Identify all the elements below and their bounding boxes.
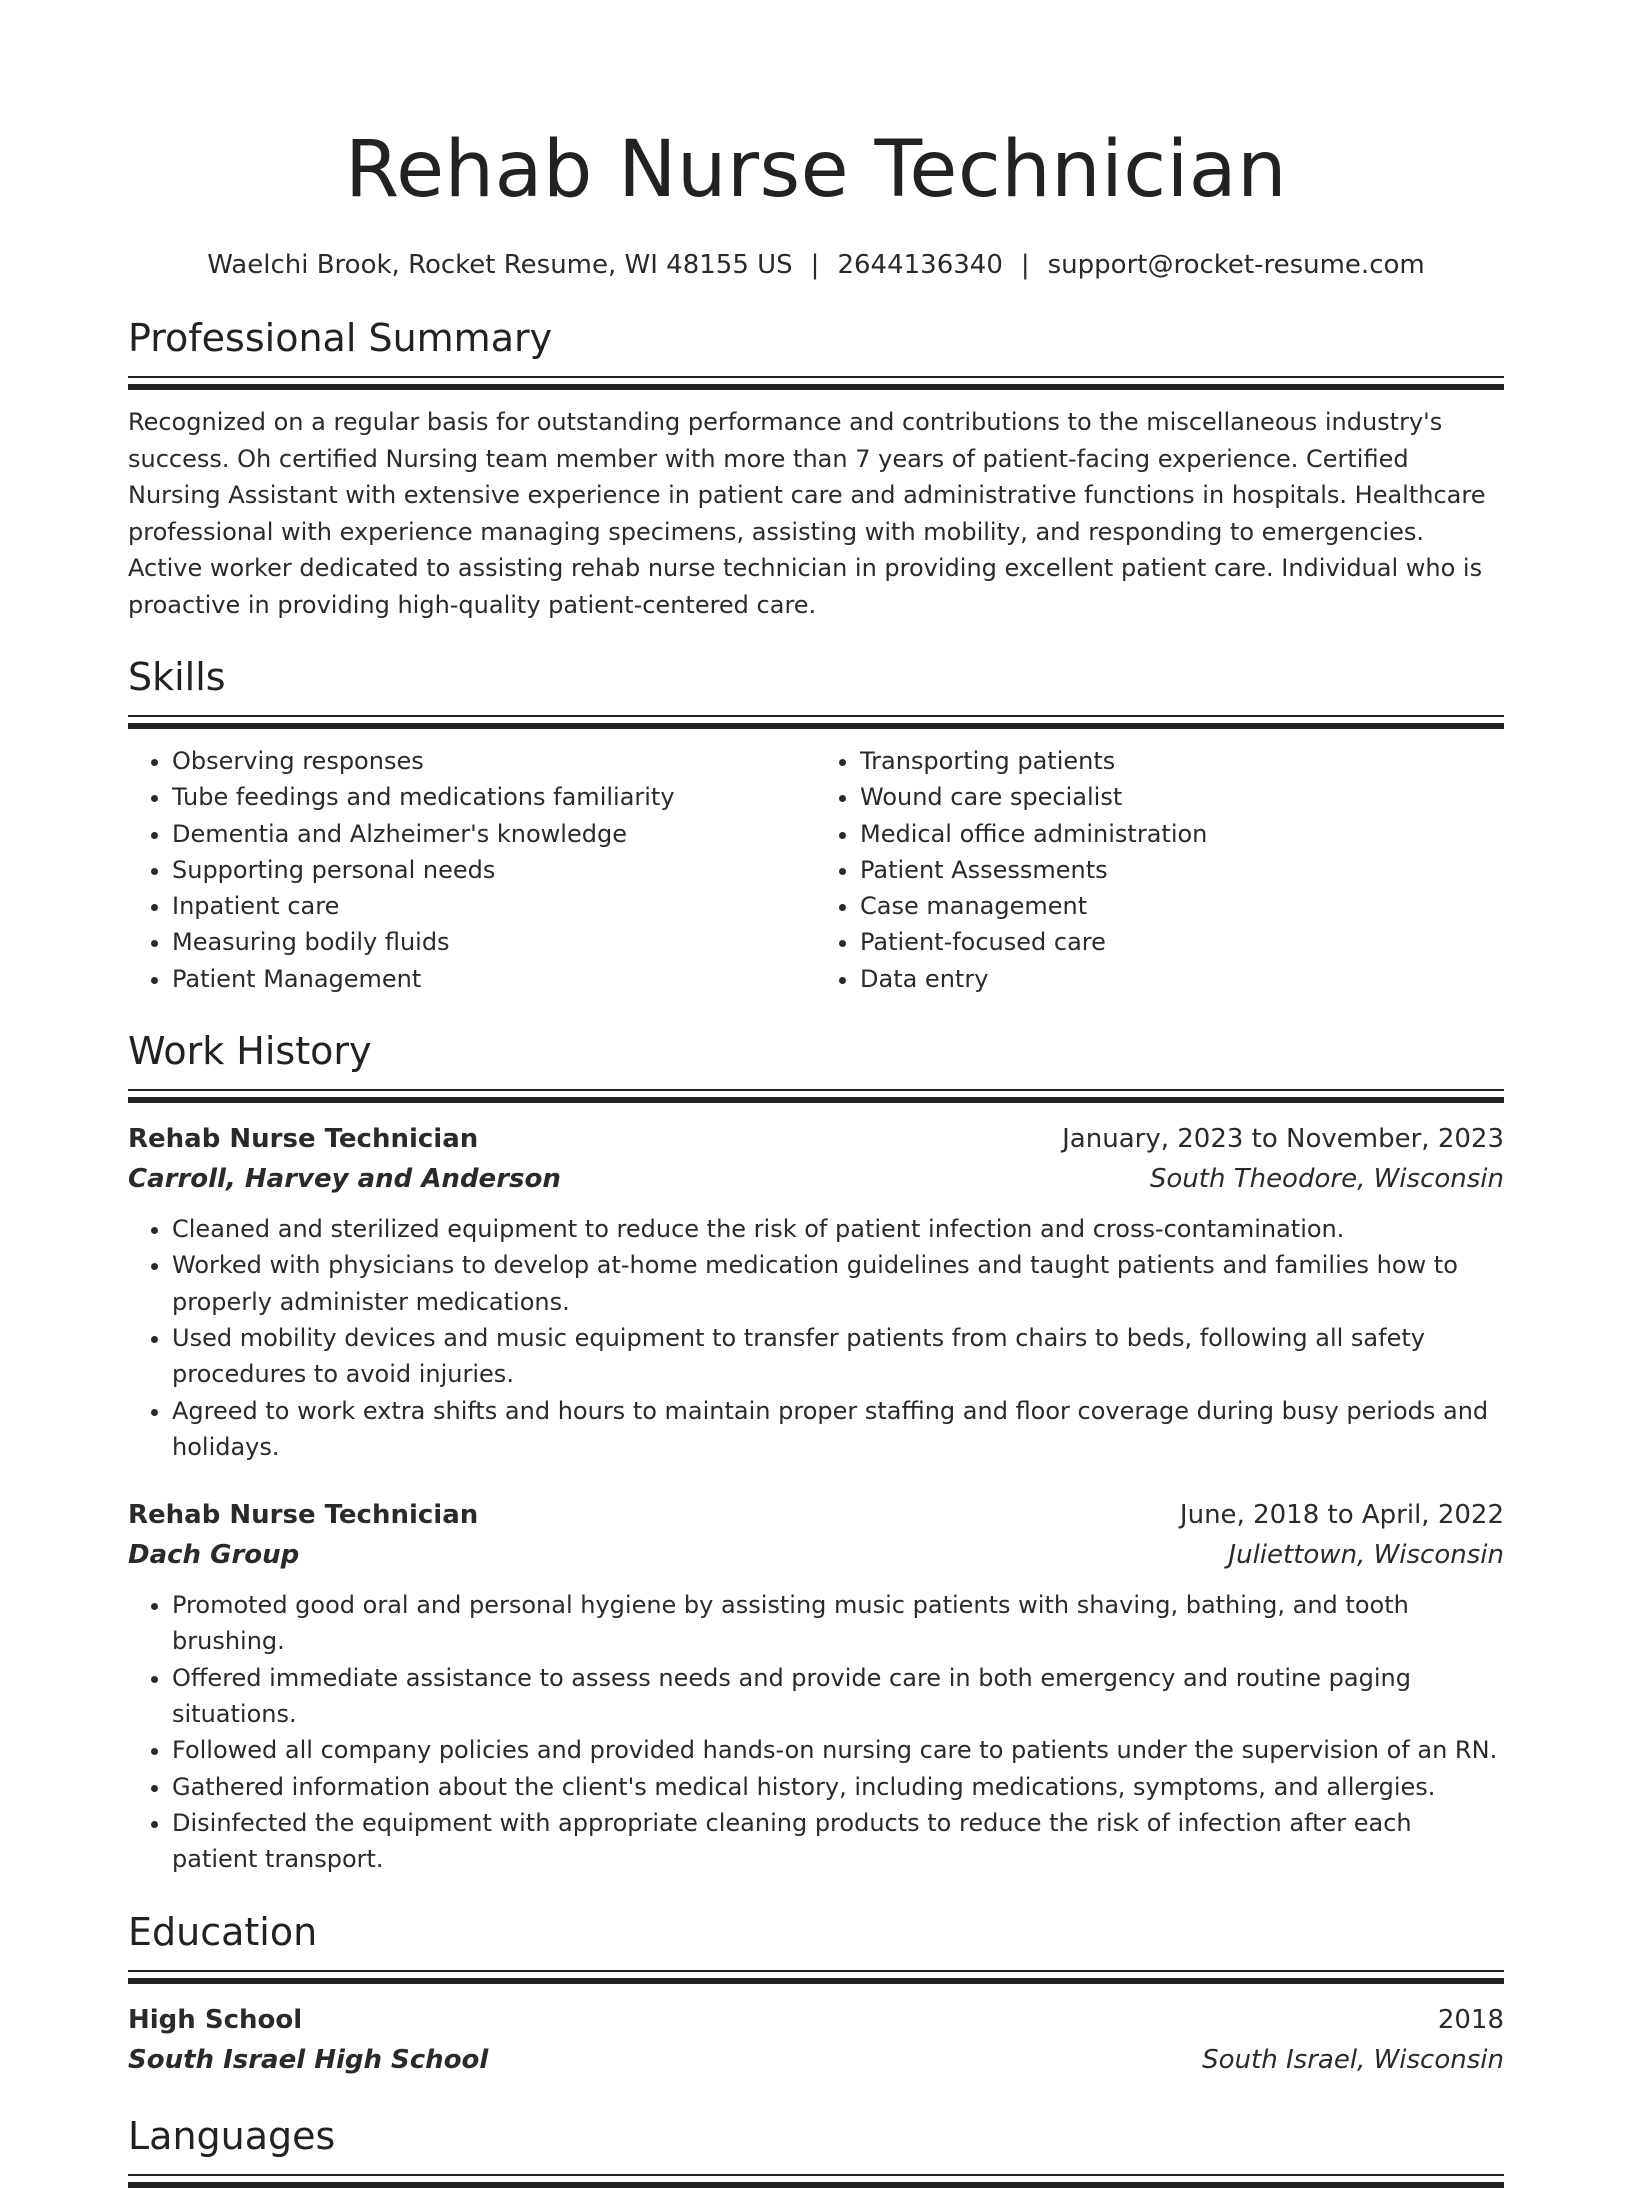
job-company: Dach Group: [128, 1540, 300, 1571]
section-title-skills: Skills: [128, 655, 226, 699]
job-bullet: • Followed all company policies and provided hands-on nursing care to patients under the supervision of an RN.: [172, 1732, 1504, 1768]
job-bullet: • Agreed to work extra shifts and hours to maintain proper staffing and floor coverage during busy periods and holidays.: [172, 1393, 1504, 1466]
skill-item: • Data entry: [860, 961, 1504, 997]
contact-separator: |: [1020, 250, 1030, 280]
section-skills: [128, 651, 1504, 997]
skill-item: • Observing responses: [172, 743, 816, 779]
job-bullets: [128, 1211, 1504, 1465]
section-rule: [128, 715, 1504, 717]
contact-separator: |: [810, 250, 820, 280]
summary-text: Recognized on a regular basis for outstanding performance and contributions to the miscellaneous industry's success. Oh certified Nursing team member with more than 7 years of patient-facing experience. Certified Nursing Assistant with extensive experience in patient care and administrative functions in hospitals. Healthcare professional with experience managing specimens, assisting with mobility, and responding to emergencies. Active worker dedicated to assisting rehab nurse technician in providing excellent patient care. Individual who is proactive in providing high-quality patient-centered care.: [128, 408, 1486, 619]
job-dates: January, 2023 to November, 2023: [1062, 1124, 1504, 1155]
section-rule-thick: [128, 1978, 1504, 1984]
contact-phone: 2644136340: [837, 250, 1003, 280]
job-bullet: • Offered immediate assistance to assess needs and provide care in both emergency and routine paging situations.: [172, 1660, 1504, 1733]
job-bullet: • Worked with physicians to develop at-home medication guidelines and taught patients and families how to properly administer medications.: [172, 1247, 1504, 1320]
resume-name: Rehab Nurse Technician: [344, 125, 1288, 215]
job-company: Carroll, Harvey and Anderson: [128, 1164, 561, 1195]
section-title-education: Education: [128, 1909, 318, 1954]
skill-item: • Measuring bodily fluids: [172, 924, 816, 960]
contact-line: [128, 248, 1504, 282]
job-bullet: • Promoted good oral and personal hygiene by assisting music patients with shaving, bathing, and tooth brushing.: [172, 1587, 1504, 1660]
skill-item: • Tube feedings and medications familiarity: [172, 779, 816, 815]
section-rule-thick: [128, 2182, 1504, 2188]
section-education: [128, 1906, 1504, 2080]
education-school: South Israel High School: [128, 2044, 489, 2075]
skill-item: • Transporting patients: [860, 743, 1504, 779]
skill-item: • Patient Management: [172, 961, 816, 997]
job-title: Rehab Nurse Technician: [128, 1500, 479, 1531]
job-bullet: • Used mobility devices and music equipment to transfer patients from chairs to beds, following all safety procedures to avoid injuries.: [172, 1320, 1504, 1393]
section-title-languages: Languages: [128, 2113, 336, 2158]
section-work-history: [128, 1025, 1504, 1877]
section-rule-thick: [128, 384, 1504, 390]
section-rule: [128, 1970, 1504, 1972]
contact-email: support@rocket-resume.com: [1047, 250, 1425, 280]
skill-item: • Patient Assessments: [860, 852, 1504, 888]
section-rule: [128, 1089, 1504, 1091]
skill-item: • Supporting personal needs: [172, 852, 816, 888]
section-languages: [128, 2110, 1504, 2188]
job-title: Rehab Nurse Technician: [128, 1124, 479, 1155]
skill-item: • Dementia and Alzheimer's knowledge: [172, 816, 816, 852]
education-degree: High School: [128, 2004, 303, 2035]
job-bullet: • Gathered information about the client's medical history, including medications, symptoms, and allergies.: [172, 1769, 1504, 1805]
job-dates: June, 2018 to April, 2022: [1179, 1500, 1504, 1531]
skills-column-right: [816, 743, 1504, 997]
section-rule: [128, 2174, 1504, 2176]
skills-list: [128, 743, 1504, 997]
skill-item: • Wound care specialist: [860, 779, 1504, 815]
job-location: Juliettown, Wisconsin: [1228, 1540, 1504, 1571]
job-entry: [128, 1495, 1504, 1877]
job-bullet: • Disinfected the equipment with appropriate cleaning products to reduce the risk of infection after each patient transport.: [172, 1805, 1504, 1878]
contact-address: Waelchi Brook, Rocket Resume, WI 48155 US: [207, 250, 793, 280]
skill-item: • Case management: [860, 888, 1504, 924]
section-rule-thick: [128, 723, 1504, 729]
skill-item: • Inpatient care: [172, 888, 816, 924]
section-title-summary: Professional Summary: [128, 316, 553, 360]
section-title-work: Work History: [128, 1029, 372, 1074]
education-entry: [128, 2000, 1504, 2080]
education-year: 2018: [1437, 2004, 1504, 2035]
skill-item: • Medical office administration: [860, 816, 1504, 852]
section-rule-thick: [128, 1097, 1504, 1103]
job-bullet: • Cleaned and sterilized equipment to reduce the risk of patient infection and cross-contamination.: [172, 1211, 1504, 1247]
job-bullets: [128, 1587, 1504, 1877]
section-rule: [128, 376, 1504, 378]
section-summary: [128, 312, 1504, 623]
job-location: South Theodore, Wisconsin: [1149, 1164, 1504, 1195]
job-entry: [128, 1119, 1504, 1465]
skill-item: • Patient-focused care: [860, 924, 1504, 960]
skills-column-left: [128, 743, 816, 997]
education-location: South Israel, Wisconsin: [1202, 2044, 1504, 2075]
